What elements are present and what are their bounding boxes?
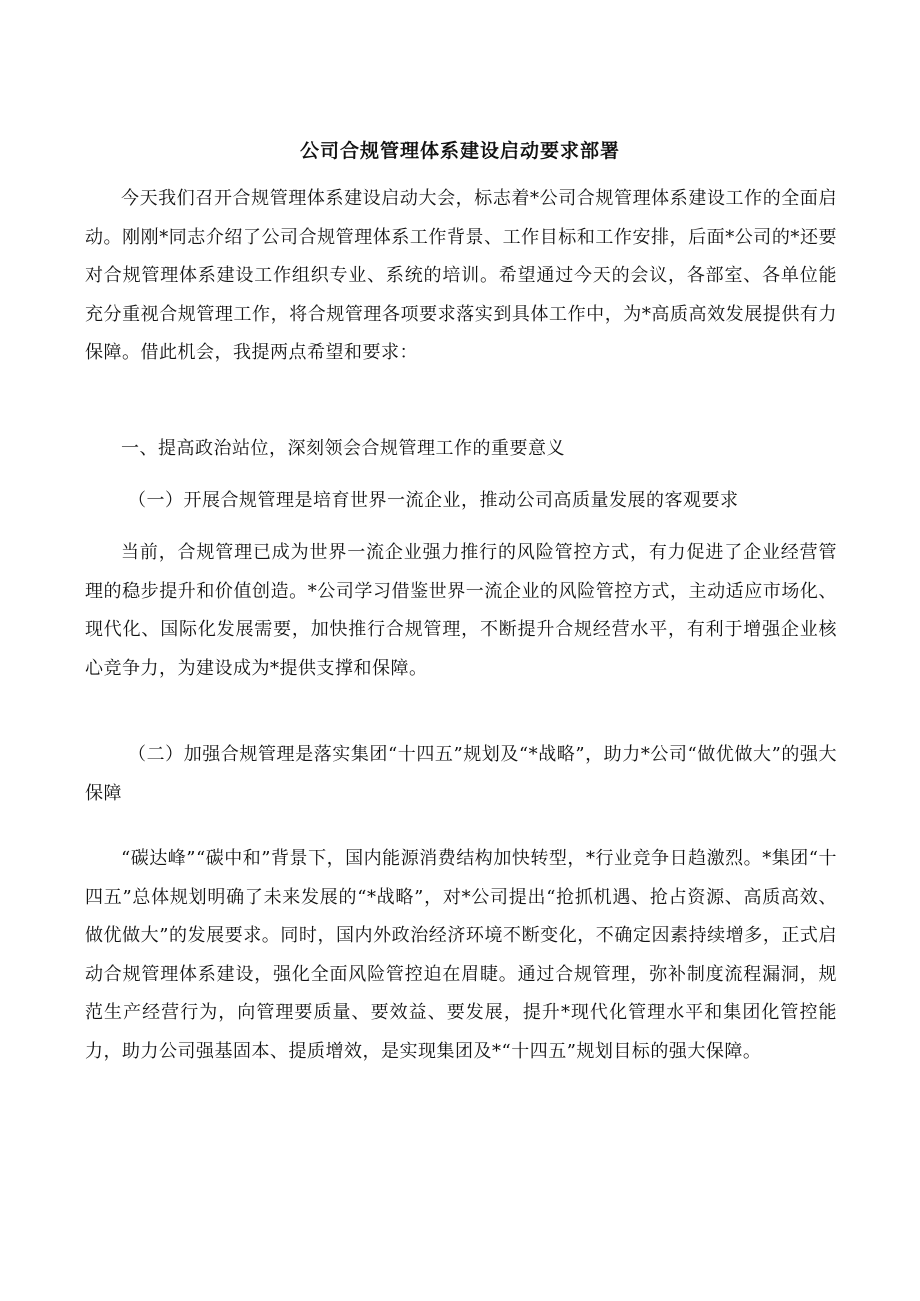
sub-heading-2: （二）加强合规管理是落实集团“十四五”规划及“*战略”，助力*公司“做优做大”的强大保障: [85, 744, 837, 804]
paragraph-intro: 今天我们召开合规管理体系建设启动大会，标志着*公司合规管理体系建设工作的全面启动。刚刚*同志介绍了公司合规管理体系工作背景、工作目标和工作安排，后面*公司的*还要对合规管理体系建设工作组织专业、系统的培训。希望通过今天的会议，各部室、各单位能充分重视合规管理工作，将合规管理各项要求落实到具体工作中，为*高质高效发展提供有力保障。借此机会，我提两点希望和要求：: [85, 188, 837, 363]
section-heading-1: 一、提高政治站位，深刻领会合规管理工作的重要意义: [121, 438, 565, 459]
paragraph-sub-1: 当前，合规管理已成为世界一流企业强力推行的风险管控方式，有力促进了企业经营管理的稳步提升和价值创造。*公司学习借鉴世界一流企业的风险管控方式，主动适应市场化、现代化、国际化发展需要，加快推行合规管理，不断提升合规经营水平，有利于增强企业核心竞争力，为建设成为*提供支撑和保障。: [85, 542, 837, 679]
paragraph-sub-2: “碳达峰”“碳中和”背景下，国内能源消费结构加快转型，*行业竞争日趋激烈。*集团“十四五”总体规划明确了未来发展的“*战略”，对*公司提出“抢抓机遇、抢占资源、高质高效、做优做大”的发展要求。同时，国内外政治经济环境不断变化，不确定因素持续增多，正式启动合规管理体系建设，强化全面风险管控迫在眉睫。通过合规管理，弥补制度流程漏洞，规范生产经营行为，向管理要质量、要效益、要发展，提升*现代化管理水平和集团化管控能力，助力公司强基固本、提质增效，是实现集团及*“十四五”规划目标的强大保障。: [85, 848, 837, 1062]
document-title: 公司合规管理体系建设启动要求部署: [299, 140, 620, 162]
sub-heading-1: （一）开展合规管理是培育世界一流企业，推动公司高质量发展的客观要求: [128, 490, 739, 511]
